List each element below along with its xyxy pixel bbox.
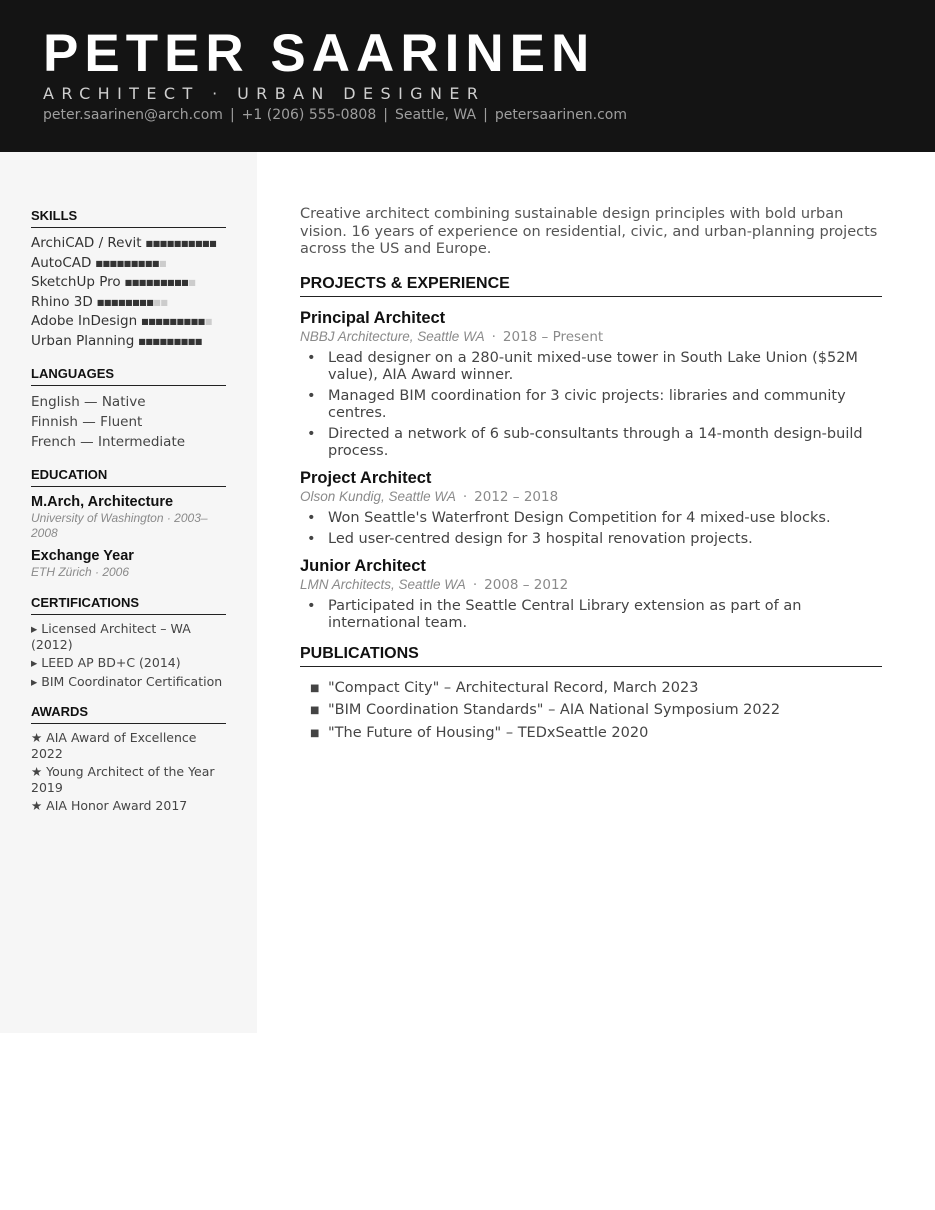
- job-bullet: [300, 426, 882, 460]
- languages-heading: LANGUAGES: [31, 366, 226, 386]
- certification-item: ▸ LEED AP BD+C (2014): [31, 655, 181, 670]
- square-bullet-icon: ■: [310, 682, 320, 694]
- rating-filled-icon: ■: [176, 317, 184, 326]
- contact-phone: +1 (206) 555-0808: [241, 107, 377, 123]
- publication-text: "BIM Coordination Standards" – AIA National Symposium 2022: [328, 702, 781, 718]
- publications-list: [300, 679, 882, 742]
- skill-label: AutoCAD: [31, 254, 92, 271]
- rating-filled-icon: ■: [209, 239, 217, 248]
- job-meta: [300, 488, 882, 506]
- rating-filled-icon: ■: [146, 297, 154, 307]
- education-section: [31, 467, 226, 580]
- rating-filled-icon: ■: [169, 317, 177, 326]
- publication-text: "The Future of Housing" – TEDxSeattle 2020: [328, 724, 649, 741]
- job-entry: [300, 309, 882, 460]
- rating-filled-icon: ■: [173, 239, 181, 248]
- education-degree: Exchange Year: [31, 548, 134, 564]
- sidebar-content: [31, 208, 226, 829]
- language-item: French — Intermediate: [31, 434, 186, 450]
- language-item: Finnish — Fluent: [31, 414, 143, 430]
- rating-empty-icon: ■: [158, 258, 167, 268]
- rating-filled-icon: ■: [174, 278, 182, 287]
- skill-item: [31, 234, 226, 254]
- skill-rating: [146, 239, 217, 248]
- skill-rating: [125, 278, 196, 287]
- rating-filled-icon: ■: [148, 317, 156, 326]
- resume-header: [0, 0, 935, 152]
- award-item: ★ Young Architect of the Year 2019: [31, 764, 215, 795]
- job-bullet: [300, 531, 882, 548]
- profile-summary: Creative architect combining sustainable design principles with bold urban vision. 16 years of experience on residential, civic, and urban-planning projects across the US and Europe.: [300, 206, 878, 257]
- rating-filled-icon: ■: [187, 336, 195, 346]
- experience-heading: PROJECTS & EXPERIENCE: [300, 274, 882, 297]
- rating-filled-icon: ■: [162, 317, 170, 326]
- job-dates: 2012 – 2018: [474, 488, 559, 505]
- job-bullet-text: Won Seattle's Waterfront Design Competition for 4 mixed-use blocks.: [328, 509, 831, 526]
- rating-empty-icon: ■: [160, 297, 168, 307]
- rating-filled-icon: ■: [152, 239, 160, 248]
- rating-filled-icon: ■: [102, 258, 110, 268]
- award-item: ★ AIA Award of Excellence 2022: [31, 730, 197, 761]
- job-bullet: [300, 510, 882, 527]
- square-bullet-icon: ■: [310, 705, 320, 716]
- rating-filled-icon: ■: [197, 317, 205, 326]
- job-bullet: [300, 388, 882, 422]
- rating-filled-icon: ■: [138, 278, 146, 287]
- rating-filled-icon: ■: [180, 239, 188, 248]
- rating-filled-icon: ■: [167, 278, 175, 287]
- rating-filled-icon: ■: [110, 297, 118, 307]
- skill-rating: [97, 298, 168, 307]
- bullet-dot-icon: •: [307, 597, 316, 614]
- job-bullet-text: Lead designer on a 280-unit mixed-use tower in South Lake Union ($52M value), AIA Award winner.: [328, 349, 858, 383]
- skill-item: [31, 273, 226, 293]
- skill-label: ArchiCAD / Revit: [31, 235, 142, 251]
- rating-filled-icon: ■: [155, 317, 163, 326]
- rating-empty-icon: ■: [204, 317, 212, 326]
- rating-filled-icon: ■: [181, 278, 189, 287]
- main-content: [300, 206, 882, 746]
- languages-section: [31, 366, 226, 452]
- rating-filled-icon: ■: [116, 258, 124, 268]
- rating-filled-icon: ■: [137, 258, 145, 268]
- square-bullet-icon: ■: [310, 727, 320, 739]
- job-bullets: [300, 350, 882, 460]
- rating-filled-icon: ■: [159, 278, 168, 287]
- publication-item: [300, 724, 882, 742]
- candidate-tagline: ARCHITECT · URBAN DESIGNER: [43, 84, 486, 103]
- skill-label: Urban Planning: [31, 332, 135, 349]
- certification-item: ▸ BIM Coordinator Certification: [31, 673, 223, 689]
- rating-filled-icon: ■: [125, 297, 133, 307]
- job-title: Principal Architect: [300, 308, 446, 327]
- rating-filled-icon: ■: [124, 278, 132, 287]
- rating-filled-icon: ■: [109, 258, 117, 268]
- rating-filled-icon: ■: [190, 317, 198, 326]
- skill-rating: [95, 259, 166, 268]
- bullet-dot-icon: •: [307, 509, 316, 526]
- job-bullet-text: Managed BIM coordination for 3 civic projects: libraries and community centres.: [328, 387, 846, 421]
- rating-filled-icon: ■: [141, 317, 149, 326]
- job-company: LMN Architects, Seattle WA: [300, 576, 466, 592]
- rating-filled-icon: ■: [183, 317, 191, 326]
- contact-website: petersaarinen.com: [494, 107, 627, 123]
- contact-separator: |: [383, 107, 388, 123]
- rating-filled-icon: ■: [145, 239, 153, 248]
- skill-rating: [138, 337, 202, 346]
- job-bullets: [300, 598, 882, 632]
- rating-filled-icon: ■: [96, 297, 104, 307]
- skill-item: [31, 293, 226, 313]
- skills-heading: SKILLS: [31, 208, 226, 228]
- skill-label: SketchUp Pro: [31, 274, 121, 290]
- candidate-name: PETER SAARINEN: [43, 24, 596, 83]
- awards-section: [31, 704, 226, 814]
- education-degree: M.Arch, Architecture: [31, 494, 174, 510]
- job-dates: 2018 – Present: [502, 328, 604, 345]
- rating-filled-icon: ■: [159, 336, 167, 346]
- publications-heading: PUBLICATIONS: [300, 644, 882, 667]
- publication-item: [300, 679, 882, 697]
- publication-text: "Compact City" – Architectural Record, March 2023: [328, 679, 699, 696]
- contact-separator: |: [229, 107, 235, 123]
- job-entry: [300, 557, 882, 632]
- skills-section: [31, 208, 226, 351]
- education-heading: EDUCATION: [31, 467, 226, 487]
- job-entry: [300, 469, 882, 548]
- rating-filled-icon: ■: [144, 258, 152, 268]
- award-item: ★ AIA Honor Award 2017: [31, 798, 188, 813]
- job-bullet-text: Participated in the Seattle Central Library extension as part of an international team.: [328, 597, 802, 631]
- job-bullets: [300, 510, 882, 548]
- rating-filled-icon: ■: [194, 336, 202, 346]
- skill-item: [31, 312, 226, 332]
- awards-heading: AWARDS: [31, 704, 226, 724]
- rating-filled-icon: ■: [152, 336, 160, 346]
- skill-item: [31, 332, 226, 352]
- bullet-dot-icon: •: [307, 387, 316, 404]
- rating-filled-icon: ■: [145, 336, 153, 346]
- rating-filled-icon: ■: [152, 278, 160, 287]
- rating-filled-icon: ■: [123, 258, 131, 268]
- publication-item: [300, 701, 882, 719]
- rating-filled-icon: ■: [145, 278, 153, 287]
- contact-line: [43, 106, 627, 124]
- certifications-section: [31, 595, 226, 689]
- certification-item: ▸ Licensed Architect – WA (2012): [31, 621, 191, 652]
- job-bullet-text: Directed a network of 6 sub-consultants through a 14-month design-build process.: [328, 425, 863, 459]
- meta-dot: ·: [462, 488, 468, 505]
- job-bullet: [300, 598, 882, 632]
- language-item: English — Native: [31, 394, 146, 410]
- rating-filled-icon: ■: [159, 239, 167, 248]
- rating-filled-icon: ■: [202, 239, 210, 248]
- meta-dot: ·: [491, 328, 496, 345]
- sidebar: [0, 152, 257, 1033]
- rating-filled-icon: ■: [166, 336, 174, 346]
- job-company: NBBJ Architecture, Seattle WA: [300, 328, 485, 344]
- contact-separator: |: [483, 107, 488, 123]
- rating-filled-icon: ■: [103, 297, 111, 307]
- rating-filled-icon: ■: [151, 258, 159, 268]
- rating-filled-icon: ■: [180, 336, 188, 346]
- meta-dot: ·: [472, 576, 478, 593]
- education-school: ETH Zürich · 2006: [31, 565, 130, 579]
- job-company: Olson Kundig, Seattle WA: [300, 488, 456, 504]
- rating-empty-icon: ■: [153, 297, 161, 307]
- skill-item: [31, 254, 226, 274]
- rating-filled-icon: ■: [173, 336, 181, 346]
- rating-filled-icon: ■: [139, 297, 147, 307]
- bullet-dot-icon: •: [307, 530, 316, 547]
- job-bullet: [300, 350, 882, 384]
- rating-filled-icon: ■: [187, 239, 195, 248]
- rating-filled-icon: ■: [117, 297, 126, 307]
- job-meta: [300, 328, 882, 346]
- contact-location: Seattle, WA: [394, 107, 477, 123]
- job-bullet-text: Led user-centred design for 3 hospital renovation projects.: [328, 530, 753, 547]
- bullet-dot-icon: •: [307, 349, 316, 366]
- job-title: Project Architect: [300, 468, 432, 487]
- skill-label: Rhino 3D: [31, 293, 93, 310]
- rating-filled-icon: ■: [131, 278, 139, 287]
- skill-rating: [141, 317, 212, 326]
- rating-filled-icon: ■: [95, 258, 103, 268]
- contact-email: peter.saarinen@arch.com: [43, 107, 223, 123]
- job-dates: 2008 – 2012: [484, 576, 569, 593]
- rating-empty-icon: ■: [188, 278, 196, 287]
- rating-filled-icon: ■: [166, 239, 174, 248]
- bullet-dot-icon: •: [307, 425, 316, 442]
- education-school: University of Washington · 2003–2008: [31, 511, 208, 540]
- rating-filled-icon: ■: [194, 239, 203, 248]
- skills-list: [31, 234, 226, 351]
- skill-label: Adobe InDesign: [31, 313, 138, 329]
- rating-filled-icon: ■: [138, 336, 146, 346]
- job-title: Junior Architect: [300, 556, 426, 575]
- rating-filled-icon: ■: [130, 258, 138, 268]
- rating-filled-icon: ■: [132, 297, 140, 307]
- certifications-heading: CERTIFICATIONS: [31, 595, 226, 615]
- job-meta: [300, 576, 882, 594]
